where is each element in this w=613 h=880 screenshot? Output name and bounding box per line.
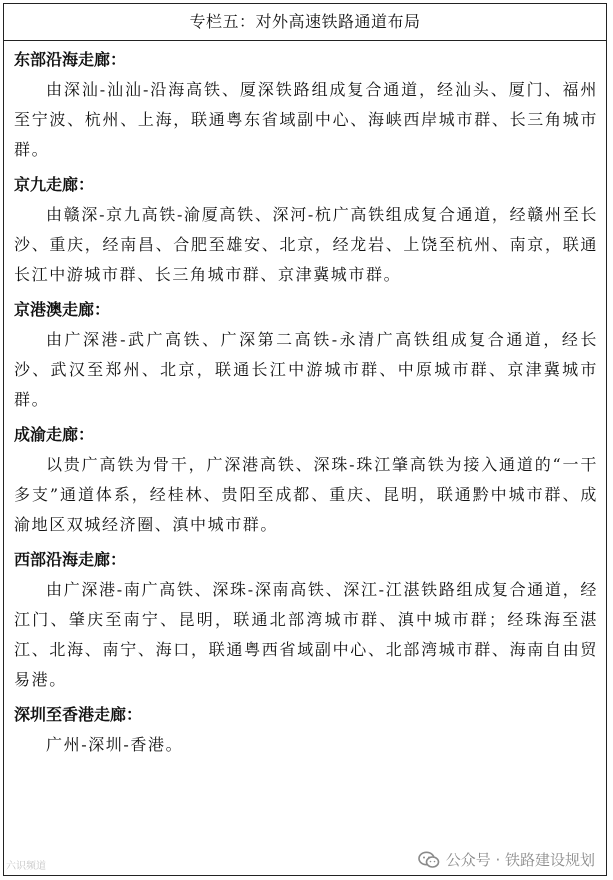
section-heading: 京九走廊： (14, 175, 95, 194)
section-text: 以贵广高铁为骨干，广深港高铁、深珠-珠江肇高铁为接入通道的“一干多支”通道体系，经桂林、贵阳至成都、重庆、昆明，联通黔中城市群、成渝地区双城经济圈、滇中城市群。 (14, 455, 598, 534)
section-jingjiu (14, 170, 598, 290)
wechat-icon (418, 851, 440, 869)
section-text: 由深汕-汕汕-沿海高铁、厦深铁路组成复合通道，经汕头、厦门、福州至宁波、杭州、上海，联通粤东省域副中心、海峡西岸城市群、长三角城市群。 (14, 80, 598, 159)
section-heading: 成渝走廊： (14, 425, 95, 444)
section-jinggangao (14, 295, 598, 415)
section-heading: 西部沿海走廊： (14, 550, 127, 569)
section-heading: 深圳至香港走廊： (14, 705, 143, 724)
wechat-watermark (418, 849, 595, 870)
column-title: 专栏五：对外高速铁路通道布局 (4, 4, 606, 41)
column-content (4, 45, 606, 760)
column-box (3, 3, 607, 876)
section-east-coast (14, 45, 598, 165)
section-shenzhen-hongkong (14, 700, 598, 760)
section-text: 广州-深圳-香港。 (46, 735, 184, 754)
section-text: 由广深港-武广高铁、广深第二高铁-永清广高铁组成复合通道，经长沙、武汉至郑州、北京，联通长江中游城市群、中原城市群、京津冀城市群。 (14, 330, 598, 409)
section-text: 由赣深-京九高铁-渝厦高铁、深河-杭广高铁组成复合通道，经赣州至长沙、重庆，经南昌、合肥至雄安、北京，经龙岩、上饶至杭州、南京，联通长江中游城市群、长三角城市群、京津冀城市群。 (14, 205, 598, 284)
watermark-text: 公众号 · 铁路建设规划 (445, 851, 595, 869)
section-chengyu (14, 420, 598, 540)
section-heading: 东部沿海走廊： (14, 50, 127, 69)
section-west-coast (14, 545, 598, 695)
faint-watermark: 六识频道 (6, 861, 46, 872)
section-text: 由广深港-南广高铁、深珠-深南高铁、深江-江湛铁路组成复合通道，经江门、肇庆至南宁、昆明，联通北部湾城市群、滇中城市群；经珠海至湛江、北海、南宁、海口，联通粤西省域副中心、北部湾城市群、海南自由贸易港。 (14, 580, 598, 689)
section-heading: 京港澳走廊： (14, 300, 111, 319)
